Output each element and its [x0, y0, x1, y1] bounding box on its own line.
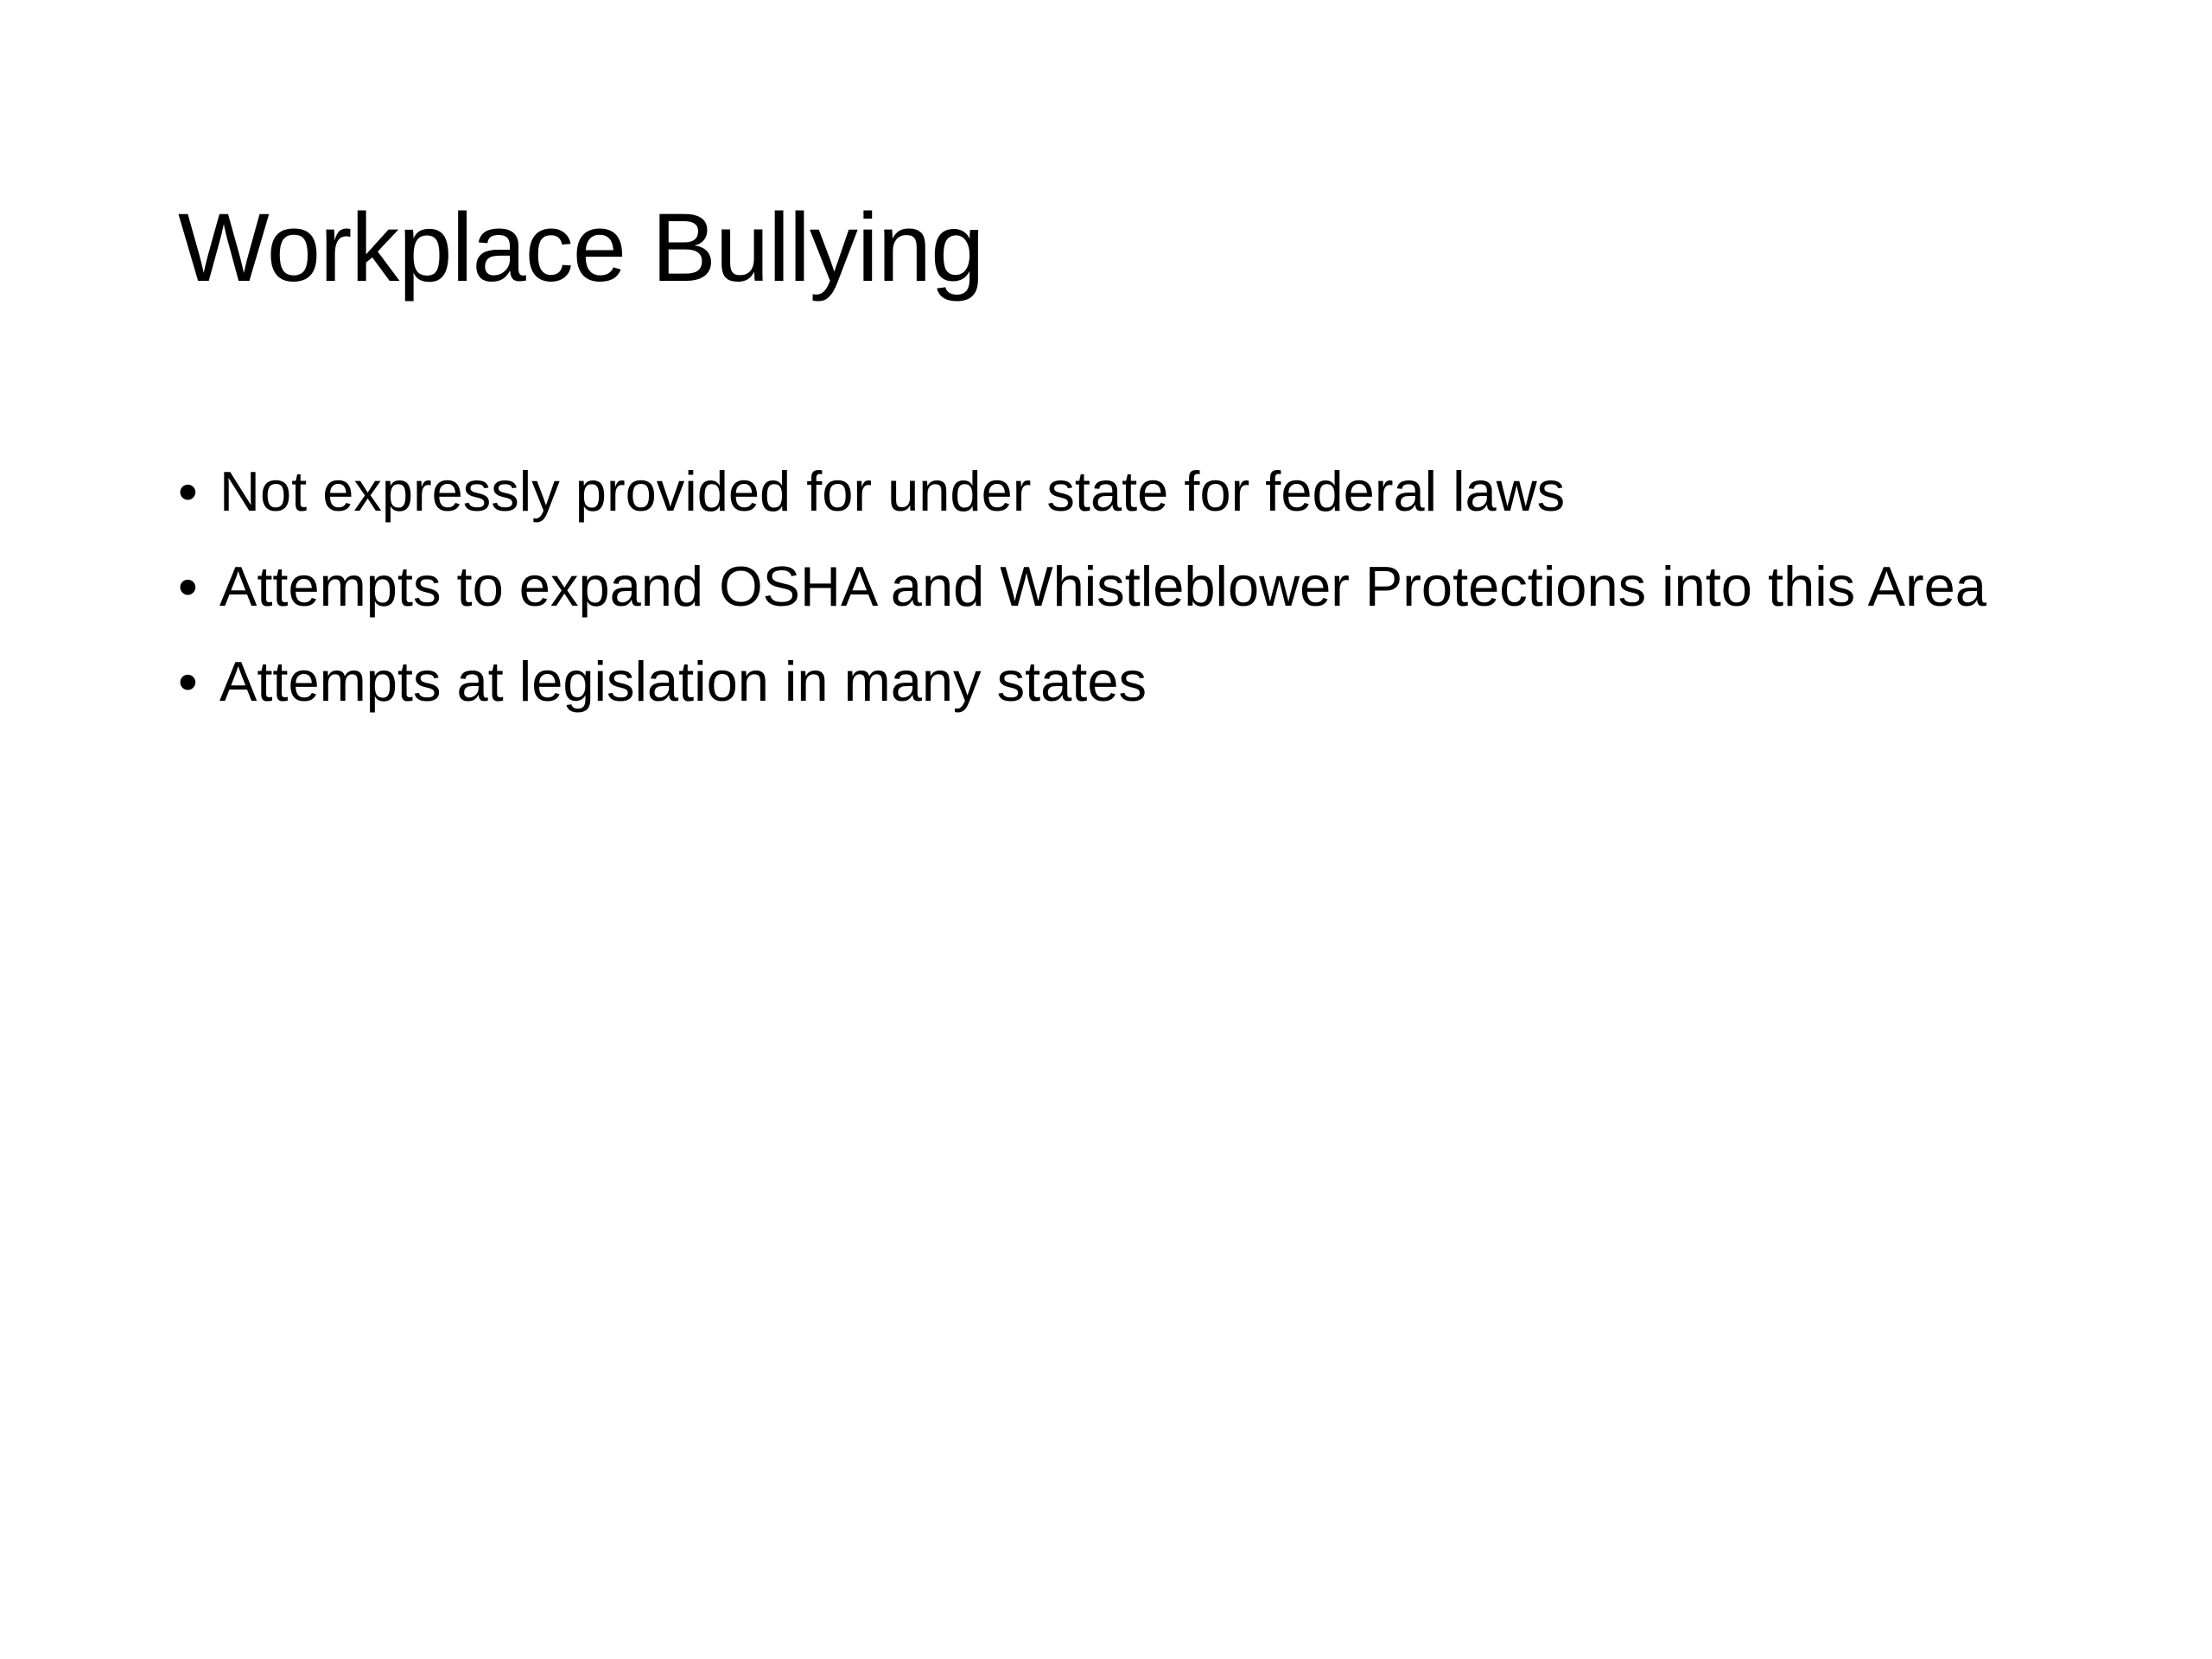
bullet-item — [178, 551, 2036, 622]
bullet-list — [178, 456, 2036, 741]
bullet-text: Attempts at legislation in many states — [219, 650, 1147, 713]
bullet-item — [178, 646, 2036, 717]
bullet-item — [178, 456, 2036, 527]
bullet-dot: • — [178, 650, 198, 713]
bullet-dot: • — [178, 460, 198, 523]
slide-title: Workplace Bullying — [178, 194, 984, 302]
bullet-dot: • — [178, 555, 198, 618]
bullet-text: Not expressly provided for under state for federal laws — [219, 460, 1566, 523]
bullet-text: Attempts to expand OSHA and Whistleblower Protections into this Area — [219, 555, 1986, 618]
